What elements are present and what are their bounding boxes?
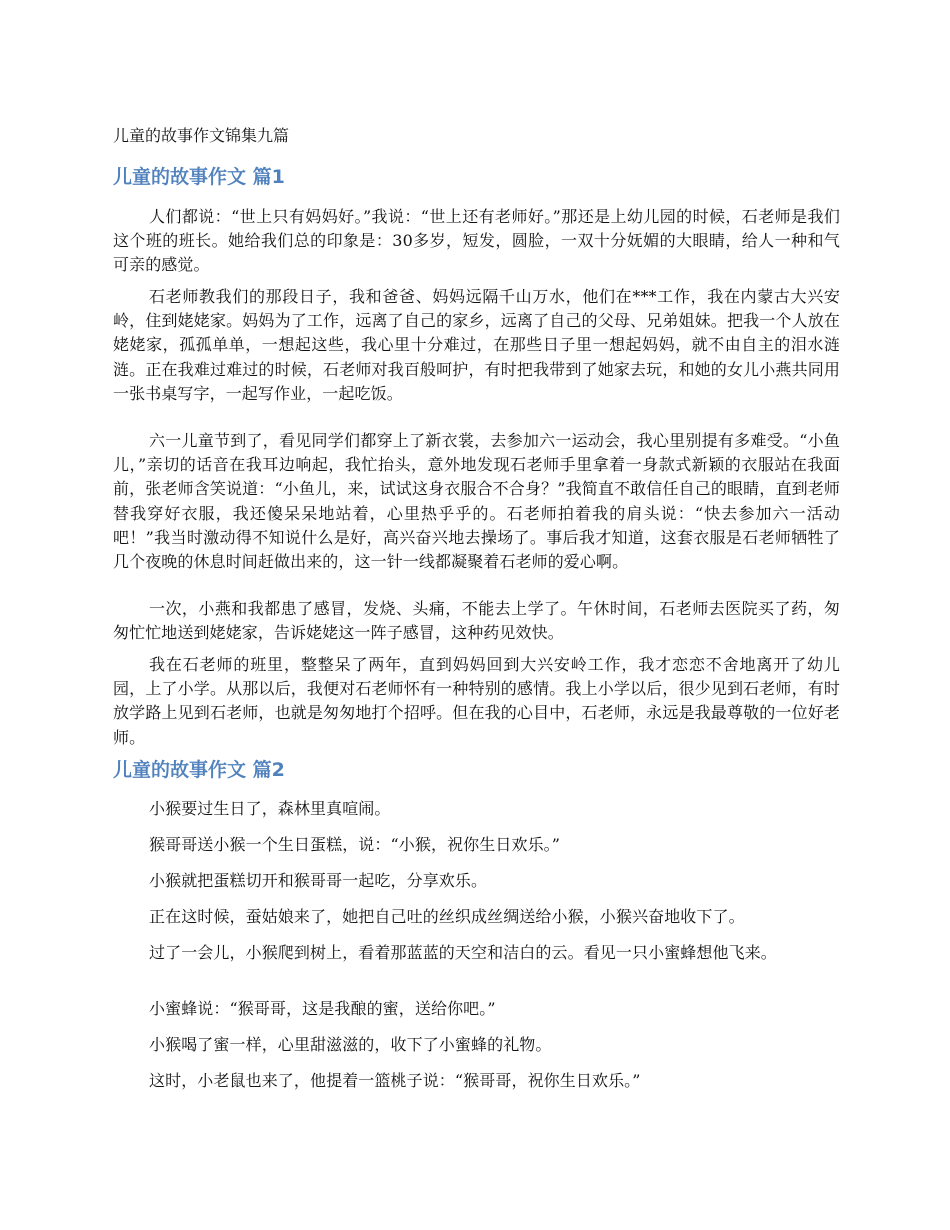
document-title: 儿童的故事作文锦集九篇	[113, 126, 290, 145]
paragraph: 六一儿童节到了，看见同学们都穿上了新衣裳，去参加六一运动会，我心里别提有多难受。“小鱼儿，”亲切的话音在我耳边响起，我忙抬头，意外地发现石老师手里拿着一身款式新颖的衣服站在我面前，张老师含笑说道：“小鱼儿，来，试试这身衣服合不合身？”我简直不敢信任自己的眼睛，直到老师替我穿好衣服，我还傻呆呆地站着，心里热乎乎的。石老师拍着我的肩头说：“快去参加六一活动吧！”我当时激动得不知说什么是好，高兴奋兴地去操场了。事后我才知道，这套衣服是石老师牺牲了几个夜晚的休息时间赶做出来的，这一针一线都凝聚着石老师的爱心啊。	[113, 431, 840, 572]
paragraph: 石老师教我们的那段日子，我和爸爸、妈妈远隔千山万水，他们在***工作，我在内蒙古大兴安岭，住到姥姥家。妈妈为了工作，远离了自己的家乡，远离了自己的父母、兄弟姐妹。把我一个人放在姥姥家，孤孤单单，一想起这些，我心里十分难过，在那些日子里一想起妈妈，就不由自主的泪水涟涟。正在我难过难过的时候，石老师对我百般呵护，有时把我带到了她家去玩，和她的女儿小燕共同用一张书桌写字，一起写作业，一起吃饭。	[113, 287, 840, 403]
section-heading-1: 儿童的故事作文 篇1	[113, 166, 285, 188]
section-heading-2: 儿童的故事作文 篇2	[113, 759, 285, 781]
paragraph: 人们都说：“世上只有妈妈好。”我说：“世上还有老师好。”那还是上幼儿园的时候，石老师是我们这个班的班长。她给我们总的印象是：30多岁，短发，圆脸，一双十分妩媚的大眼睛，给人一种和气可亲的感觉。	[113, 207, 840, 275]
paragraph: 猴哥哥送小猴一个生日蛋糕，说：“小猴，祝你生日欢乐。”	[149, 835, 561, 854]
paragraph: 一次，小燕和我都患了感冒，发烧、头痛，不能去上学了。午休时间，石老师去医院买了药，匆匆忙忙地送到姥姥家，告诉姥姥这一阵子感冒，这种药见效快。	[113, 599, 840, 643]
paragraph: 小猴要过生日了，森林里真喧闹。	[149, 799, 391, 818]
paragraph: 我在石老师的班里，整整呆了两年，直到妈妈回到大兴安岭工作，我才恋恋不舍地离开了幼儿园，上了小学。从那以后，我便对石老师怀有一种特别的感情。我上小学以后，很少见到石老师，有时放学路上见到石老师，也就是匆匆地打个招呼。但在我的心目中，石老师，永远是我最尊敬的一位好老师。	[113, 655, 840, 747]
paragraph: 小蜜蜂说：“猴哥哥，这是我酿的蜜，送给你吧。”	[149, 999, 496, 1018]
paragraph: 这时，小老鼠也来了，他提着一篮桃子说：“猴哥哥，祝你生日欢乐。”	[149, 1071, 641, 1090]
paragraph: 过了一会儿，小猴爬到树上，看着那蓝蓝的天空和洁白的云。看见一只小蜜蜂想他飞来。	[149, 943, 777, 962]
paragraph: 正在这时候，蚕姑娘来了，她把自己吐的丝织成丝绸送给小猴，小猴兴奋地收下了。	[149, 907, 745, 926]
paragraph: 小猴就把蛋糕切开和猴哥哥一起吃，分享欢乐。	[149, 871, 488, 890]
paragraph: 小猴喝了蜜一样，心里甜滋滋的，收下了小蜜蜂的礼物。	[149, 1035, 552, 1054]
